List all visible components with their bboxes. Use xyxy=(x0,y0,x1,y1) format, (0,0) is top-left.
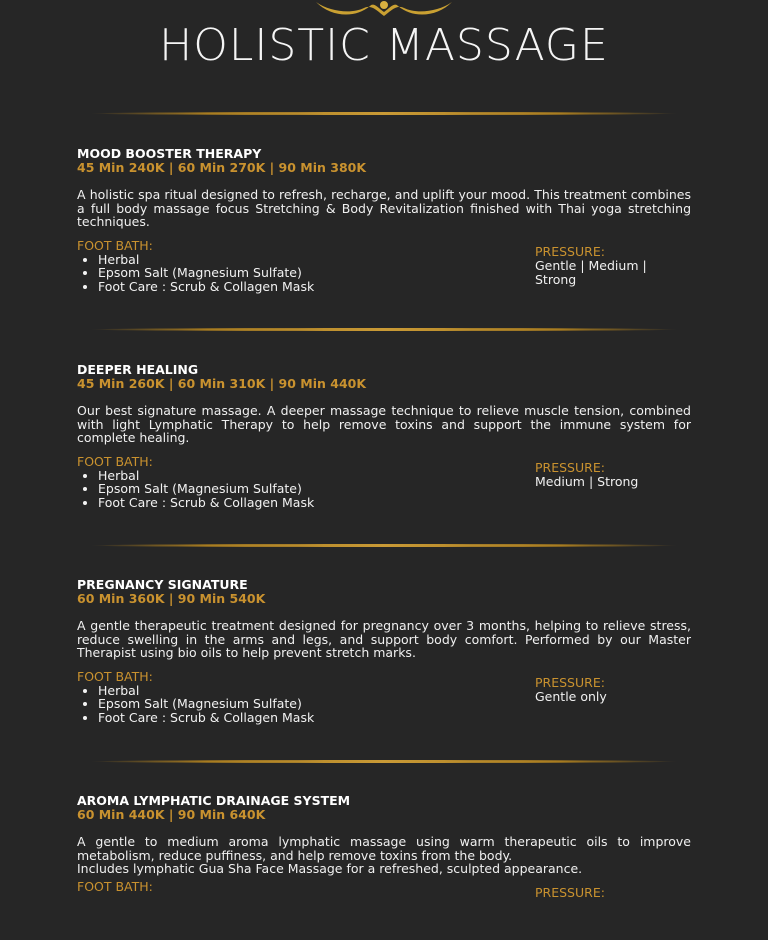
pressure-value: Medium | Strong xyxy=(535,473,639,489)
list-item: • Herbal xyxy=(98,253,691,267)
foot-bath-label: FOOT BATH: xyxy=(77,878,153,894)
treatment-section xyxy=(77,147,691,299)
divider xyxy=(90,544,678,547)
pressure-label: PRESSURE: xyxy=(535,674,605,690)
treatment-price: 45 Min 260K | 60 Min 310K | 90 Min 440K xyxy=(77,376,367,391)
pressure-block xyxy=(535,245,691,287)
foot-bath-label: FOOT BATH: xyxy=(77,237,153,253)
pressure-value: Gentle | Medium | Strong xyxy=(535,257,647,287)
list-item: • Herbal xyxy=(98,469,691,483)
list-item: • Foot Care : Scrub & Collagen Mask xyxy=(98,496,691,510)
treatment-description: A gentle to medium aroma lymphatic massage using warm therapeutic oils to improve metabolism, reduce puffiness, and help remove toxins from the body. xyxy=(77,834,691,863)
pressure-value: Gentle only xyxy=(535,688,607,704)
treatment-section xyxy=(77,794,691,940)
list-item: • Epsom Salt (Magnesium Sulfate) xyxy=(98,266,691,280)
gold-ornament-icon xyxy=(312,0,456,20)
treatment-price: 45 Min 240K | 60 Min 270K | 90 Min 380K xyxy=(77,160,367,175)
treatment-price: 60 Min 440K | 90 Min 640K xyxy=(77,807,266,822)
pressure-block xyxy=(535,886,605,900)
divider xyxy=(90,328,678,331)
treatment-name: MOOD BOOSTER THERAPY xyxy=(77,146,262,161)
divider xyxy=(90,112,678,115)
treatment-section xyxy=(77,578,691,730)
list-item: • Foot Care : Scrub & Collagen Mask xyxy=(98,711,691,725)
treatment-price: 60 Min 360K | 90 Min 540K xyxy=(77,591,266,606)
treatment-section xyxy=(77,363,691,515)
treatment-description: Our best signature massage. A deeper massage technique to relieve muscle tension, combined with light Lymphatic Therapy to help remove toxins and support the immune system for complete healing. xyxy=(77,403,691,445)
treatment-description-extra: Includes lymphatic Gua Sha Face Massage for a refreshed, sculpted appearance. xyxy=(77,861,583,876)
treatment-name: DEEPER HEALING xyxy=(77,362,199,377)
foot-bath-label: FOOT BATH: xyxy=(77,668,153,684)
treatment-name: AROMA LYMPHATIC DRAINAGE SYSTEM xyxy=(77,793,351,808)
pressure-label: PRESSURE: xyxy=(535,884,605,900)
list-item: • Foot Care : Scrub & Collagen Mask xyxy=(98,280,691,294)
pressure-label: PRESSURE: xyxy=(535,459,605,475)
foot-bath-label: FOOT BATH: xyxy=(77,453,153,469)
list-item: • Epsom Salt (Magnesium Sulfate) xyxy=(98,697,691,711)
pressure-label: PRESSURE: xyxy=(535,243,605,259)
list-item: • Epsom Salt (Magnesium Sulfate) xyxy=(98,482,691,496)
pressure-block xyxy=(535,676,607,704)
treatment-description: A gentle therapeutic treatment designed for pregnancy over 3 months, helping to relieve stress, reduce swelling in the arms and legs, and support body comfort. Performed by our Master Therapist using bio oils to help prevent stretch marks. xyxy=(77,618,691,660)
divider xyxy=(90,760,678,763)
pressure-block xyxy=(535,461,638,489)
treatment-description: A holistic spa ritual designed to refresh, recharge, and uplift your mood. This treatment combines a full body massage focus Stretching & Body Revitalization finished with Thai yoga stretching techniques. xyxy=(77,187,691,229)
list-item: • Herbal xyxy=(98,684,691,698)
page-title: HOLISTIC MASSAGE xyxy=(159,20,609,71)
treatment-name: PREGNANCY SIGNATURE xyxy=(77,577,248,592)
